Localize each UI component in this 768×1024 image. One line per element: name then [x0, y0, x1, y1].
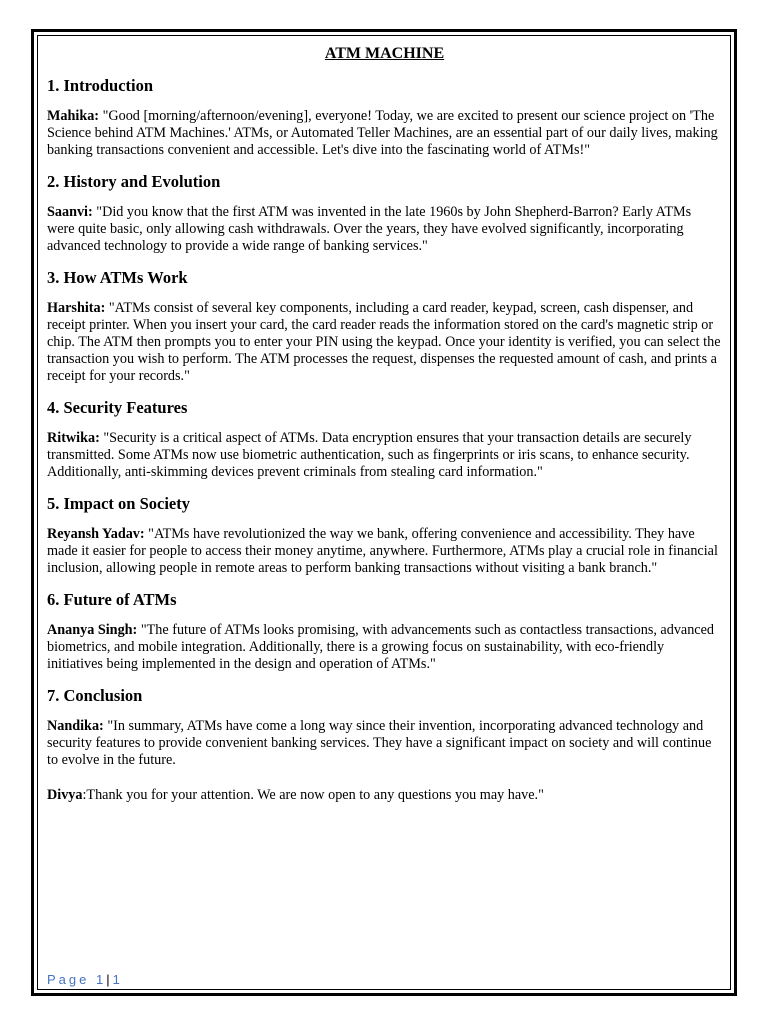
- section-heading: 2. History and Evolution: [47, 172, 221, 191]
- section: [47, 268, 722, 385]
- section-paragraph: [47, 430, 722, 481]
- section-heading: 6. Future of ATMs: [47, 590, 177, 609]
- speech-text: "Did you know that the first ATM was invented in the late 1960s by John Shepherd-Barron? Early ATMs were quite basic, only allowing cash withdrawals. Over the years, they have evolved significantly, incorporating advanced technology to provide a wide range of banking services.": [47, 204, 692, 254]
- speaker-name: Reyansh Yadav:: [47, 526, 145, 542]
- speech-text: "The future of ATMs looks promising, with advancements such as contactless transactions, advanced biometrics, and mobile integration. Additionally, there is a growing focus on sustainability, with eco-friendly initiatives being implemented in the design and operation of ATMs.": [47, 622, 714, 672]
- sections-container: [47, 76, 722, 769]
- speaker-name: Saanvi:: [47, 204, 93, 220]
- section-heading: 3. How ATMs Work: [47, 268, 188, 287]
- section-paragraph: [47, 718, 722, 769]
- section-paragraph: [47, 204, 722, 255]
- speech-text: "Good [morning/afternoon/evening], everyone! Today, we are excited to present our science project on 'The Science behind ATM Machines.' ATMs, or Automated Teller Machines, are an essential part of our daily lives, making banking transactions convenient and accessible. Let's dive into the fascinating world of ATMs!": [47, 108, 718, 158]
- section-heading: 1. Introduction: [47, 76, 154, 95]
- section-heading: 7. Conclusion: [47, 686, 143, 705]
- speech-text: "In summary, ATMs have come a long way since their invention, incorporating advanced technology and security features to provide convenient banking services. They have a significant impact on society and will continue to evolve in the future.: [47, 718, 712, 768]
- speaker-name: Harshita:: [47, 300, 106, 316]
- section-paragraph: [47, 526, 722, 577]
- section-paragraph: [47, 622, 722, 673]
- closing-speaker: Divya: [47, 787, 83, 803]
- section-paragraph: [47, 300, 722, 385]
- document-body: [47, 44, 722, 817]
- current-page-number: 1: [96, 972, 104, 987]
- speech-text: "ATMs have revolutionized the way we bank, offering convenience and accessibility. They have made it easier for people to access their money anytime, anywhere. Furthermore, ATMs play a crucial role in financial inclusion, allowing people in remote areas to perform banking transactions without visiting a bank branch.": [47, 526, 718, 576]
- section: [47, 590, 722, 673]
- page-label: Page: [47, 972, 90, 987]
- section: [47, 172, 722, 255]
- section: [47, 494, 722, 577]
- section: [47, 398, 722, 481]
- total-page-number: 1: [112, 972, 120, 987]
- section: [47, 686, 722, 769]
- page-footer: [47, 972, 120, 987]
- page-separator: |: [106, 972, 110, 987]
- speech-text: "ATMs consist of several key components, including a card reader, keypad, screen, cash dispenser, and receipt printer. When you insert your card, the card reader reads the information stored on the card's magnetic strip or chip. The ATM then prompts you to enter your PIN using the keypad. Once your identity is verified, you can select the transaction you wish to perform. The ATM processes the request, dispenses the requested amount of cash, and prints a receipt for your records.": [47, 300, 721, 384]
- speech-text: "Security is a critical aspect of ATMs. Data encryption ensures that your transaction details are securely transmitted. Some ATMs now use biometric authentication, such as fingerprints or iris scans, to enhance security. Additionally, anti-skimming devices prevent criminals from stealing card information.": [47, 430, 692, 480]
- closing-paragraph: [47, 787, 722, 804]
- speaker-name: Ananya Singh:: [47, 622, 138, 638]
- speaker-name: Nandika:: [47, 718, 104, 734]
- section: [47, 76, 722, 159]
- section-heading: 5. Impact on Society: [47, 494, 190, 513]
- section-paragraph: [47, 108, 722, 159]
- speaker-name: Mahika:: [47, 108, 100, 124]
- closing-text: :Thank you for your attention. We are now open to any questions you may have.": [82, 787, 544, 803]
- document-title: ATM MACHINE: [324, 45, 445, 62]
- section-heading: 4. Security Features: [47, 398, 188, 417]
- speaker-name: Ritwika:: [47, 430, 100, 446]
